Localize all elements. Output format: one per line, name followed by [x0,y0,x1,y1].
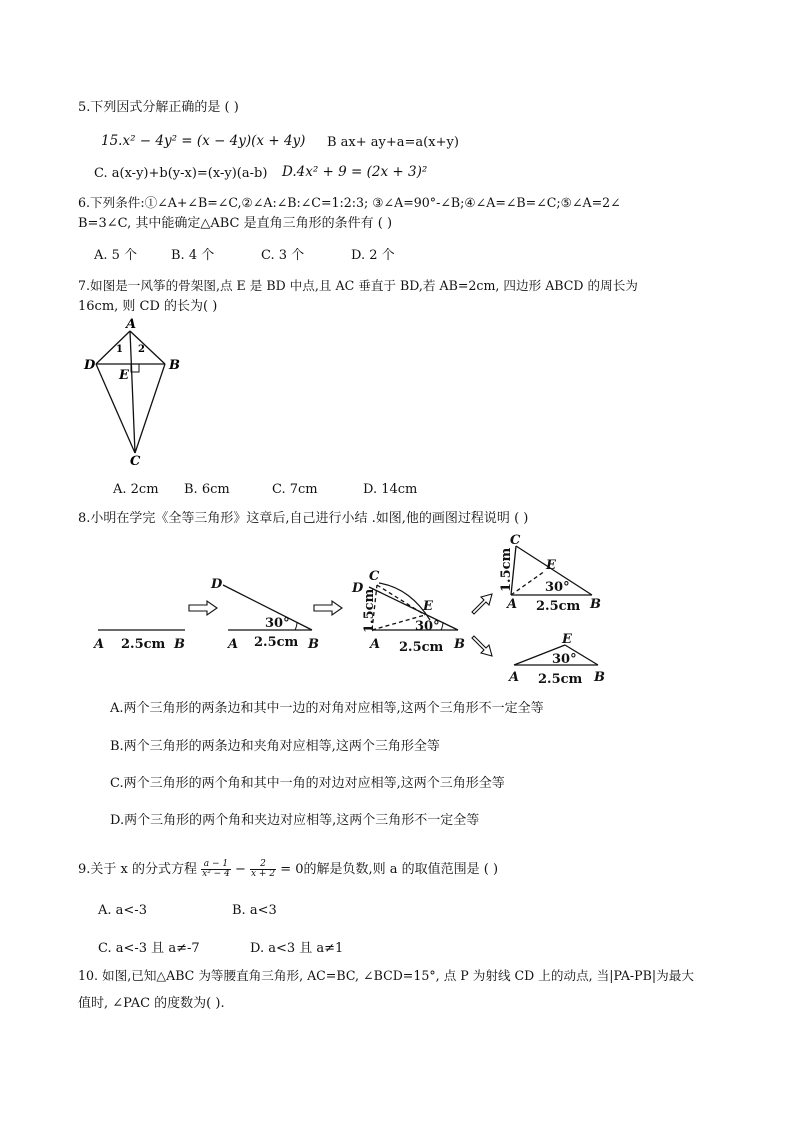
kite-label-e: E [119,368,129,383]
fig8-s3-c: C [369,569,380,584]
q9-frac1-numerator: a − 1 [201,860,231,870]
q5-option-b: B ax+ ay+a=a(x+y) [327,135,459,150]
kite-label-b: B [169,358,180,373]
fig8-s3-angle: 30° [415,619,440,634]
fig8-t-e: E [546,558,556,573]
fig8-s3-a: A [370,637,381,652]
kite-figure [80,316,200,469]
q9-frac2-numerator: 2 [250,860,276,870]
q6-stem-line2: B=3∠C, 其中能确定△ABC 是直角三角形的条件有 ( ) [78,216,393,231]
q8-option-c: C.两个三角形的两个角和其中一角的对边对应相等,这两个三角形全等 [110,776,505,791]
fig8-t-side: 1.5cm [499,547,514,592]
fig8-s2-a: A [228,637,239,652]
fig8-s3-e: E [423,599,433,614]
q5-stem: 5.下列因式分解正确的是 ( ) [78,100,239,115]
q9-minus: − [230,862,250,877]
q6-option-a: A. 5 个 [94,248,138,263]
q8-option-b: B.两个三角形的两条边和夹角对应相等,这两个三角形全等 [110,739,440,754]
q7-option-b: B. 6cm [184,482,230,497]
q7-option-c: C. 7cm [272,482,318,497]
kite-label-a: A [126,317,137,332]
fig8-s1-len: 2.5cm [121,637,166,652]
congruence-construction-figure [90,530,710,690]
fig8-t-b: B [590,597,601,612]
q9-option-b: B. a<3 [232,903,277,918]
q5-option-a: 15.x² − 4y² = (x − 4y)(x + 4y) [101,133,306,149]
fig8-s1-b: B [174,637,185,652]
q7-option-a: A. 2cm [113,482,159,497]
fig8-s2-angle: 30° [265,616,290,631]
q6-option-d: D. 2 个 [351,248,395,263]
q6-stem-line1: 6.下列条件:①∠A+∠B=∠C,②∠A:∠B:∠C=1:2:3; ③∠A=90°-∠B;④∠A=∠B=∠C;⑤∠A=2∠ [78,195,621,210]
kite-label-c: C [130,454,141,469]
fig8-s3-d: D [352,581,364,596]
q9-fraction-1 [201,860,231,879]
fig8-t-len: 2.5cm [536,599,581,614]
q9-frac1-denominator: x² − 4 [202,869,230,879]
fig8-b-angle: 30° [552,652,577,667]
fig8-b-a: A [509,670,520,685]
kite-angle-1: 1 [116,344,123,355]
kite-angle-2: 2 [138,344,145,355]
q9-fraction-2 [250,860,276,879]
fig8-b-len: 2.5cm [538,672,583,687]
fig8-b-e: E [562,632,572,647]
q9-option-a: A. a<-3 [98,903,147,918]
fig8-t-a: A [507,597,518,612]
q6-option-c: C. 3 个 [261,248,305,263]
q6-option-b: B. 4 个 [171,248,215,263]
fig8-t-angle: 30° [545,580,570,595]
fig8-s2-d: D [211,577,223,592]
q8-option-a: A.两个三角形的两条边和其中一边的对角对应相等,这两个三角形不一定全等 [110,701,544,716]
fig8-s3-side: 1.5cm [362,588,377,633]
q10-stem-line2: 值时, ∠PAC 的度数为( ). [78,996,225,1011]
fig8-s3-b: B [454,637,465,652]
q9-stem [78,860,498,879]
fig8-s3-len: 2.5cm [399,640,444,655]
q7-stem-line2: 16cm, 则 CD 的长为( ) [78,299,218,314]
fig8-t-c: C [510,533,521,548]
q7-stem-line1: 7.如图是一风筝的骨架图,点 E 是 BD 中点,且 AC 垂直于 BD,若 AB=2cm, 四边形 ABCD 的周长为 [78,278,638,293]
q10-stem-line1: 10. 如图,已知△ABC 为等腰直角三角形, AC=BC, ∠BCD=15°, 点 P 为射线 CD 上的动点, 当|PA-PB|为最大 [78,968,694,983]
fig8-s2-b: B [308,637,319,652]
q5-option-c: C. a(x-y)+b(y-x)=(x-y)(a-b) [94,166,268,181]
fig8-s2-len: 2.5cm [254,635,299,650]
fig8-b-b: B [594,670,605,685]
fig8-s1-a: A [94,637,105,652]
q8-option-d: D.两个三角形的两个角和夹边对应相等,这两个三角形不一定全等 [110,813,480,828]
q9-stem-prefix: 9.关于 x 的分式方程 [78,862,197,877]
q7-option-d: D. 14cm [363,482,418,497]
q8-stem: 8.小明在学完《全等三角形》这章后,自己进行小结 .如图,他的画图过程说明 ( ) [78,511,529,526]
kite-label-d: D [84,358,96,373]
q5-option-d: D.4x² + 9 = (2x + 3)² [282,164,428,180]
q9-option-d: D. a<3 且 a≠1 [250,941,344,956]
q9-frac2-denominator: x + 2 [251,869,276,879]
q9-stem-suffix: = 0的解是负数,则 a 的取值范围是 ( ) [276,862,499,877]
q9-option-c: C. a<-3 且 a≠-7 [98,941,200,956]
